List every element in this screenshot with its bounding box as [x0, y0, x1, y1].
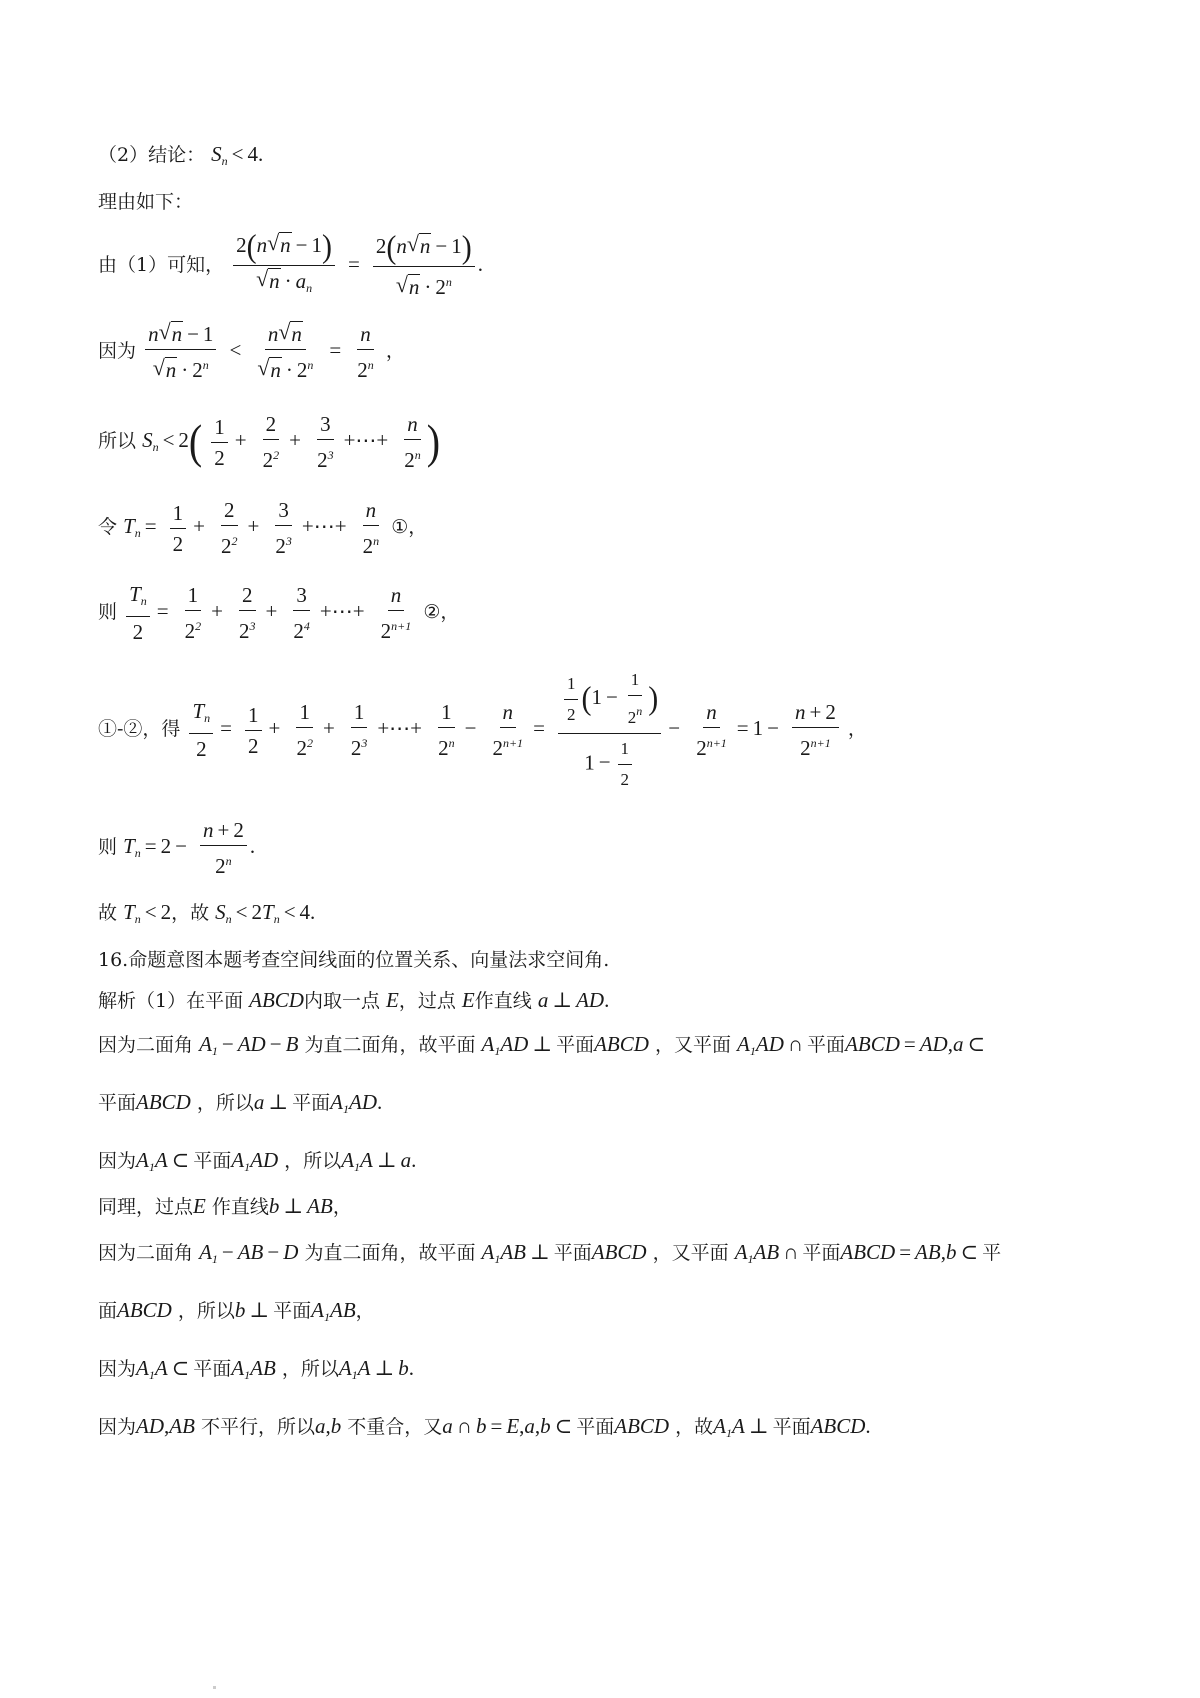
fraction: $\frac{2}{2^2}$: [221, 498, 238, 558]
because-label: 因为: [98, 340, 137, 362]
fraction: $\frac{1}{2^n}$: [438, 700, 455, 760]
fraction: $\frac{1}{2}$: [170, 501, 187, 556]
let-label: 令: [98, 516, 118, 538]
reason-line: [98, 190, 193, 214]
fraction: $\frac{T_n}{2}$: [126, 582, 150, 644]
q16-line-6: 因为二面角 $A_1$ − AB − D 为直二面角，故平面 $A_1AB$ ⊥ 平面ABCD ，又平面 $A_1AB$ ∩ 平面ABCD = AB,b ⊂ 平: [98, 1240, 1002, 1266]
fraction: $\frac{1}{2^2}$: [296, 700, 313, 760]
conclusion-line: （2）结论： $S_n < 4$.: [98, 142, 264, 168]
from-part1-line: 由（1）可知， 2(n√ n − 1) √ $n \cdot a_n$ = 2(n√ n − 1) √ $n \cdot 2^n$ .: [98, 232, 483, 300]
then-label-2: 则: [98, 836, 118, 858]
then-label: 则: [98, 601, 118, 623]
tn-result-line: 则 $T_n = 2$ − $\frac{n + 2}{2^n}$ .: [98, 818, 256, 878]
scan-speck: [213, 1686, 216, 1689]
fraction: $\frac{1}{2}$: [245, 703, 262, 758]
hence-label: 故: [98, 902, 118, 924]
reason-label: 理由如下：: [98, 191, 194, 213]
conclusion-label: （2）结论：: [98, 144, 206, 166]
fraction: $\frac{n}{2^n}$: [362, 498, 380, 558]
q16-intent: 16.命题意图本题考查空间线面的位置关系、向量法求空间角.: [98, 949, 610, 971]
fraction: $\frac{3}{2^4}$: [293, 583, 310, 643]
fraction: $\frac{n}{2^{n+1}}$: [696, 700, 727, 760]
fraction: $\frac{1}{2}$: [211, 415, 228, 470]
because-inequality-line: 因为 n√ n − 1 √ $n \cdot 2^n$ < n√ n √ $n \cdot 2^n$ = $\frac{n}{2^n}$ ，: [98, 322, 405, 382]
from1-label: 由（1）可知，: [98, 254, 225, 276]
half-tn-line: 则 $\frac{T_n}{2}$ = $\frac{1}{2^2}$ + $\frac{2}{2^3}$ + $\frac{3}{2^4}$ +⋯+ $\frac{n}{2^{n+1}}$ ②，: [98, 582, 460, 644]
q16-line-8: 因为$A_1A$ ⊂ 平面$A_1AB$ ，所以$A_1A$ ⊥ b.: [98, 1356, 414, 1382]
fraction: n√ n √ $n \cdot 2^n$: [254, 322, 316, 382]
fraction: n√ n − 1 √ $n \cdot 2^n$: [145, 322, 216, 382]
fraction: $\frac{n + 2}{2^{n+1}}$: [792, 700, 839, 760]
fraction: 2(n√ n − 1) √ $n \cdot a_n$: [233, 232, 335, 300]
fraction: $\frac{n}{2^{n+1}}$: [380, 583, 412, 643]
fraction: $\frac{3}{2^3}$: [275, 498, 292, 558]
final-conclusion-line: 故 $T_n < 2$，故 $S_n < 2T_n < 4$.: [98, 900, 316, 926]
fraction: $\frac{1}{2^2}$: [184, 583, 202, 643]
fraction: $\frac{n}{2^n}$: [404, 412, 421, 472]
fraction: $\frac{3}{2^3}$: [317, 412, 334, 472]
fraction: 2(n√ n − 1) √ $n \cdot 2^n$: [373, 233, 475, 299]
q16-line-1: 解析（1）在平面 ABCD内取一点 E，过点 E作直线 a ⊥ AD.: [98, 988, 610, 1012]
q16-line-7: 面ABCD ，所以b ⊥ 平面$A_1AB$，: [98, 1298, 375, 1324]
so-label: 所以: [98, 430, 137, 452]
compound-fraction: $\frac{1}{2}$ (1 − $\frac{1}{2^n}$ ) 1 − $\frac{1}{2}$: [558, 668, 661, 792]
fraction: $\frac{n}{2^{n+1}}$: [492, 700, 524, 760]
subtract-line: ①-②，得 $\frac{T_n}{2}$ = $\frac{1}{2}$ + $\frac{1}{2^2}$ + $\frac{1}{2^3}$ +⋯+ $\frac{1}{2^n}$ − $\frac{n}{2^{n+1}}$ = $\frac{1}{2}$ (1 − $\frac{1}{2^n}$ ) 1 − $\frac{1}{2}$ − $\frac{n}{2^{n+1}}$ = 1 − $\frac{n + 2}{2^{n+1}}$ ，: [98, 668, 867, 792]
q16-line-5: 同理，过点E 作直线b ⊥ AB，: [98, 1194, 352, 1218]
so-sum-line: 所以 $S_n < 2$( $\frac{1}{2}$ + $\frac{2}{2^2}$ + $\frac{3}{2^3}$ +⋯+ $\frac{n}{2^n}$ ): [98, 412, 441, 472]
fraction: $\frac{1}{2^3}$: [350, 700, 368, 760]
subtract-label: ①-②，得: [98, 718, 181, 740]
fraction: $\frac{2}{2^2}$: [262, 412, 280, 472]
define-tn-line: 令 $T_n$ = $\frac{1}{2}$ + $\frac{2}{2^2}$ + $\frac{3}{2^3}$ +⋯+ $\frac{n}{2^n}$ ①，: [98, 498, 428, 558]
fraction: $\frac{2}{2^3}$: [239, 583, 256, 643]
q16-line-3: 平面ABCD ，所以a ⊥ 平面$A_1AD$.: [98, 1090, 383, 1116]
fraction: $\frac{n}{2^n}$: [357, 322, 374, 382]
q16-line-4: 因为$A_1A$ ⊂ 平面$A_1AD$ ，所以$A_1A$ ⊥ a.: [98, 1148, 417, 1174]
q16-line-9: 因为AD,AB 不平行，所以a,b 不重合，又a ∩ b = E,a,b ⊂ 平面ABCD ，故$A_1A$ ⊥ 平面ABCD.: [98, 1414, 871, 1440]
fraction: $\frac{T_n}{2}$: [189, 699, 213, 761]
q16-line-2: 因为二面角 $A_1$ − AD − B 为直二面角，故平面 $A_1AD$ ⊥ 平面ABCD ，又平面 $A_1AD$ ∩ 平面ABCD = AD,a ⊂: [98, 1032, 986, 1058]
fraction: $\frac{n + 2}{2^n}$: [200, 818, 247, 878]
